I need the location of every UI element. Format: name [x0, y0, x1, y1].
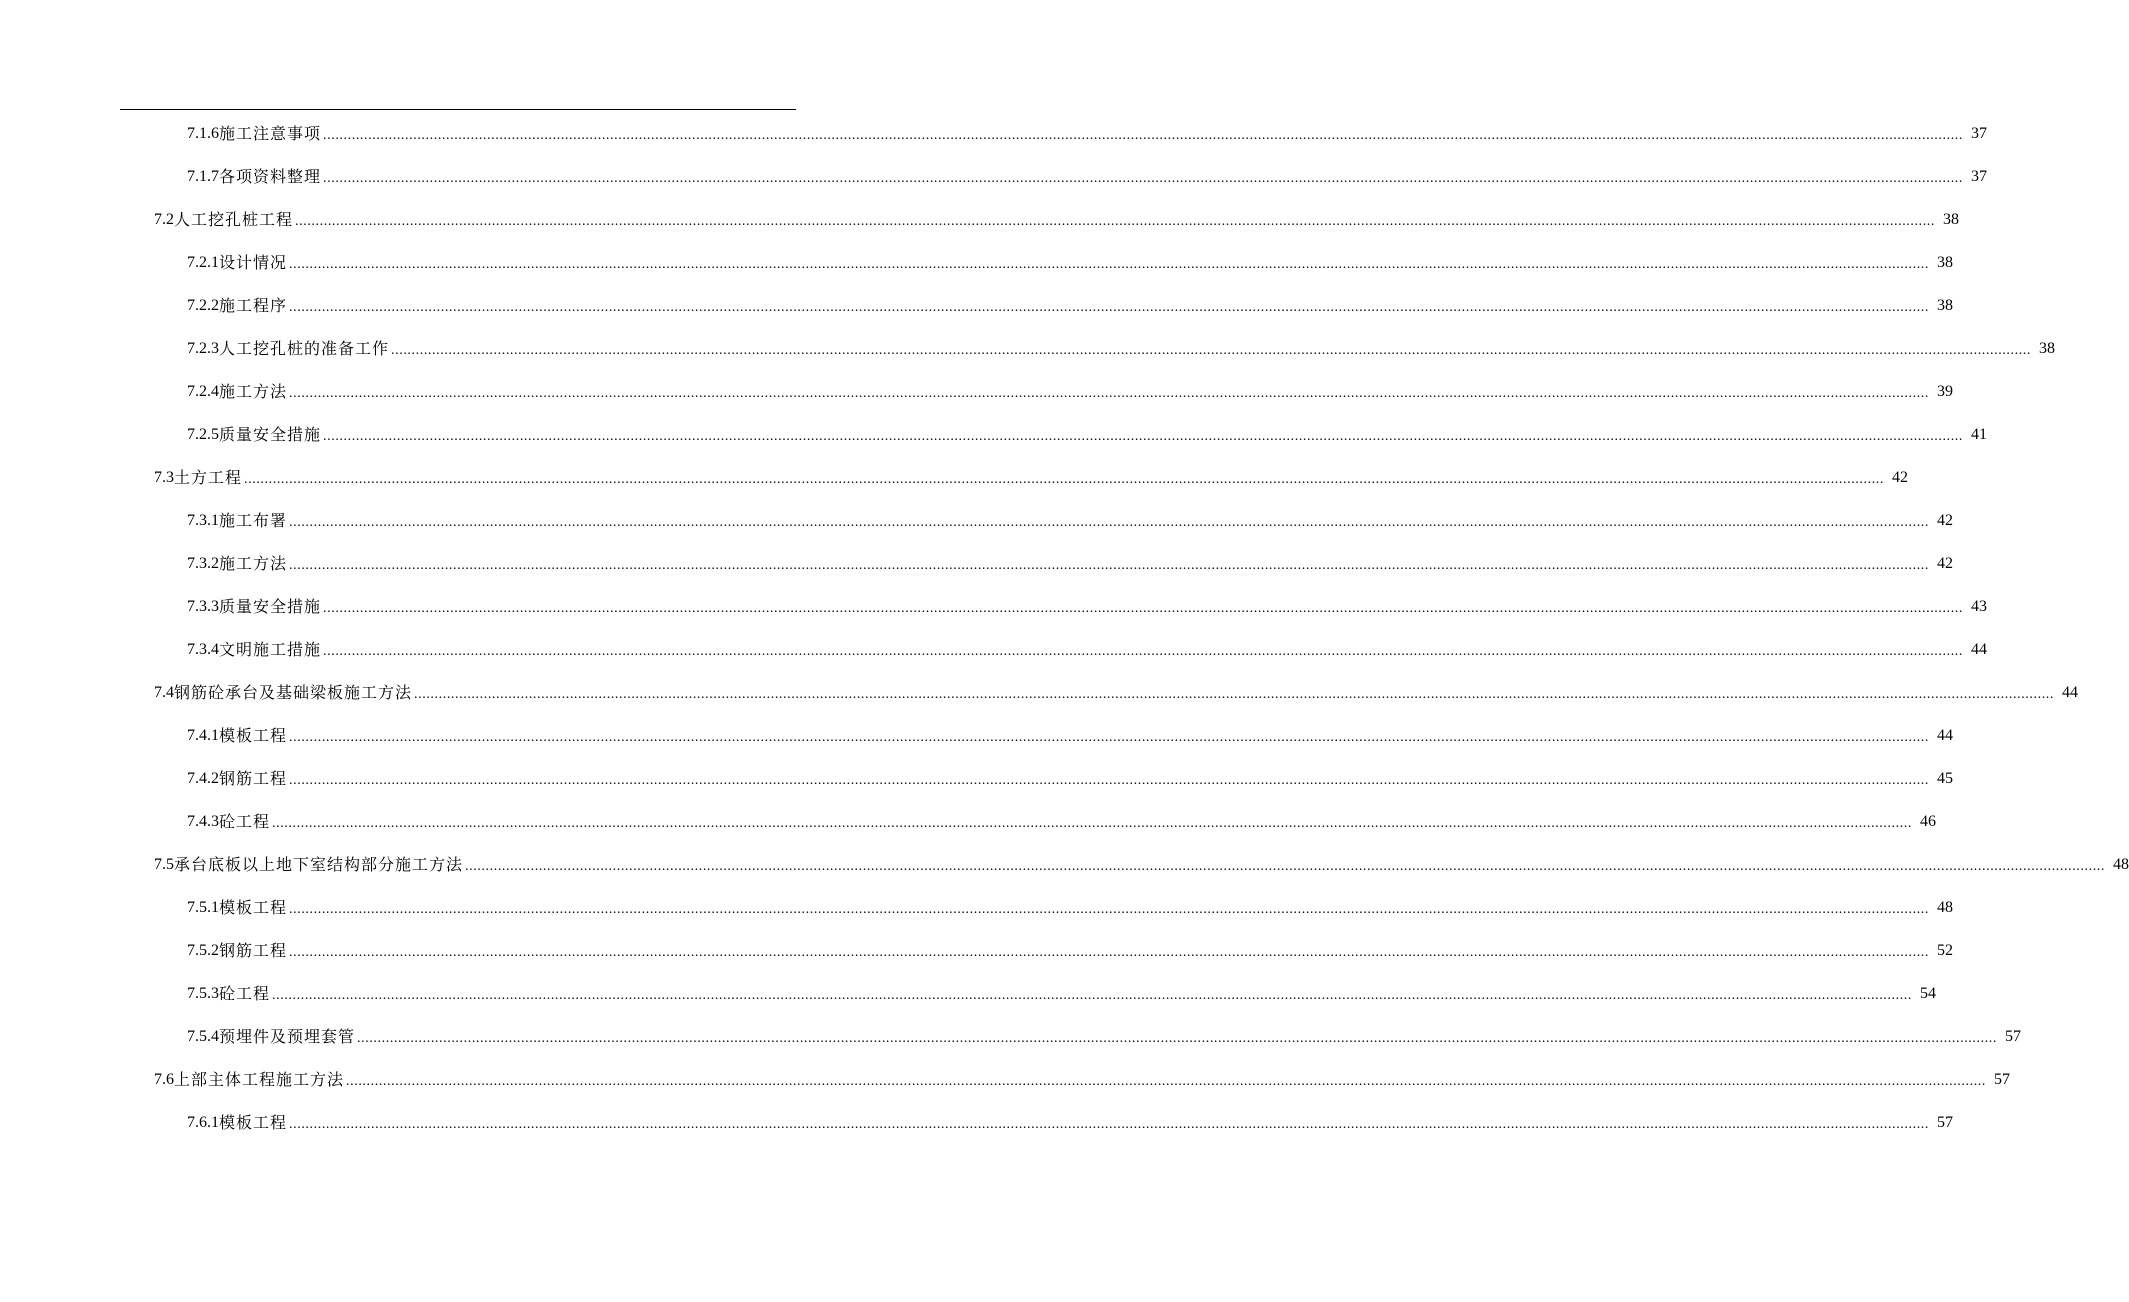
toc-entry-number: 7.2.1 — [187, 253, 219, 271]
toc-entry-number: 7.4.3 — [187, 812, 219, 830]
toc-entry-page: 42 — [1937, 511, 1954, 529]
toc-entry[interactable] — [0, 1015, 2022, 1058]
toc-dot-leader: ................................................................................................................................................................................................................................................................................................................................................................................................................ — [323, 170, 1964, 186]
toc-entry-title: 各项资料整理 — [219, 166, 322, 186]
toc-dot-leader: ................................................................................................................................................................................................................................................................................................................................................................................................................ — [289, 944, 1930, 960]
toc-dot-leader: ................................................................................................................................................................................................................................................................................................................................................................................................................ — [289, 299, 1930, 315]
toc-entry-title: 预埋件及预埋套管 — [219, 1026, 356, 1046]
toc-entry[interactable] — [0, 628, 1988, 671]
table-of-contents — [0, 112, 2129, 1144]
toc-entry-title: 施工布署 — [219, 510, 288, 530]
toc-entry-page: 42 — [1937, 554, 1954, 572]
toc-dot-leader: ................................................................................................................................................................................................................................................................................................................................................................................................................ — [391, 342, 2032, 358]
toc-dot-leader: ................................................................................................................................................................................................................................................................................................................................................................................................................ — [295, 213, 1936, 229]
toc-entry-number: 7.3 — [154, 468, 174, 486]
toc-entry[interactable] — [0, 155, 1988, 198]
toc-entry-page: 57 — [1994, 1070, 2011, 1088]
toc-entry-title: 砼工程 — [219, 983, 271, 1003]
toc-dot-leader: ................................................................................................................................................................................................................................................................................................................................................................................................................ — [272, 987, 1913, 1003]
toc-dot-leader: ................................................................................................................................................................................................................................................................................................................................................................................................................ — [244, 471, 1885, 487]
toc-entry-title: 文明施工措施 — [219, 639, 322, 659]
toc-entry-page: 48 — [2113, 855, 2129, 873]
toc-entry-page: 45 — [1937, 769, 1954, 787]
toc-entry[interactable] — [0, 198, 1960, 241]
toc-entry[interactable] — [0, 800, 1937, 843]
toc-entry[interactable] — [0, 112, 1988, 155]
toc-entry[interactable] — [0, 1101, 1954, 1144]
toc-entry-page: 38 — [1943, 210, 1960, 228]
toc-dot-leader: ................................................................................................................................................................................................................................................................................................................................................................................................................ — [289, 1116, 1930, 1132]
toc-entry[interactable] — [0, 929, 1954, 972]
toc-entry-page: 37 — [1971, 124, 1988, 142]
toc-entry[interactable] — [0, 456, 1909, 499]
toc-entry-title: 上部主体工程施工方法 — [174, 1069, 345, 1089]
toc-entry-number: 7.6 — [154, 1070, 174, 1088]
toc-entry-number: 7.2.4 — [187, 382, 219, 400]
toc-entry-number: 7.2.2 — [187, 296, 219, 314]
toc-entry-number: 7.5.2 — [187, 941, 219, 959]
toc-entry-page: 54 — [1920, 984, 1937, 1002]
toc-dot-leader: ................................................................................................................................................................................................................................................................................................................................................................................................................ — [289, 772, 1930, 788]
toc-entry-number: 7.2.3 — [187, 339, 219, 357]
toc-entry-title: 模板工程 — [219, 897, 288, 917]
toc-entry-page: 39 — [1937, 382, 1954, 400]
toc-entry-title: 施工方法 — [219, 381, 288, 401]
toc-entry-page: 37 — [1971, 167, 1988, 185]
toc-entry-title: 人工挖孔桩工程 — [174, 209, 294, 229]
toc-entry-page: 38 — [2039, 339, 2056, 357]
toc-entry-page: 48 — [1937, 898, 1954, 916]
toc-entry-number: 7.5.4 — [187, 1027, 219, 1045]
toc-entry-number: 7.5 — [154, 855, 174, 873]
toc-dot-leader: ................................................................................................................................................................................................................................................................................................................................................................................................................ — [323, 428, 1964, 444]
toc-entry-page: 44 — [2062, 683, 2079, 701]
toc-dot-leader: ................................................................................................................................................................................................................................................................................................................................................................................................................ — [289, 901, 1930, 917]
toc-dot-leader: ................................................................................................................................................................................................................................................................................................................................................................................................................ — [357, 1030, 1998, 1046]
toc-entry-title: 土方工程 — [174, 467, 243, 487]
toc-entry-title: 钢筋工程 — [219, 768, 288, 788]
toc-entry-number: 7.3.3 — [187, 597, 219, 615]
toc-entry-title: 承台底板以上地下室结构部分施工方法 — [174, 854, 464, 874]
toc-entry[interactable] — [0, 714, 1954, 757]
toc-entry-page: 42 — [1892, 468, 1909, 486]
header-rule — [120, 109, 796, 110]
toc-entry-number: 7.1.7 — [187, 167, 219, 185]
toc-entry-page: 57 — [2005, 1027, 2022, 1045]
toc-entry-title: 砼工程 — [219, 811, 271, 831]
toc-entry-title: 模板工程 — [219, 725, 288, 745]
toc-dot-leader: ................................................................................................................................................................................................................................................................................................................................................................................................................ — [414, 686, 2055, 702]
toc-dot-leader: ................................................................................................................................................................................................................................................................................................................................................................................................................ — [289, 514, 1930, 530]
toc-entry-title: 人工挖孔桩的准备工作 — [219, 338, 390, 358]
toc-dot-leader: ................................................................................................................................................................................................................................................................................................................................................................................................................ — [289, 385, 1930, 401]
toc-entry-number: 7.2 — [154, 210, 174, 228]
toc-entry[interactable] — [0, 241, 1954, 284]
toc-dot-leader: ................................................................................................................................................................................................................................................................................................................................................................................................................ — [465, 858, 2106, 874]
toc-entry-title: 设计情况 — [219, 252, 288, 272]
toc-entry-number: 7.4.1 — [187, 726, 219, 744]
toc-entry-page: 52 — [1937, 941, 1954, 959]
toc-dot-leader: ................................................................................................................................................................................................................................................................................................................................................................................................................ — [323, 643, 1964, 659]
toc-entry[interactable] — [0, 499, 1954, 542]
toc-dot-leader: ................................................................................................................................................................................................................................................................................................................................................................................................................ — [289, 557, 1930, 573]
toc-entry-title: 施工注意事项 — [219, 123, 322, 143]
toc-entry-page: 41 — [1971, 425, 1988, 443]
toc-entry-page: 38 — [1937, 296, 1954, 314]
toc-entry-number: 7.5.3 — [187, 984, 219, 1002]
toc-entry-page: 44 — [1937, 726, 1954, 744]
toc-entry[interactable] — [0, 1058, 2011, 1101]
toc-entry-title: 质量安全措施 — [219, 424, 322, 444]
toc-entry-number: 7.4.2 — [187, 769, 219, 787]
toc-entry-title: 钢筋工程 — [219, 940, 288, 960]
toc-entry-number: 7.3.4 — [187, 640, 219, 658]
toc-entry-number: 7.3.1 — [187, 511, 219, 529]
toc-entry-title: 施工方法 — [219, 553, 288, 573]
toc-entry-number: 7.4 — [154, 683, 174, 701]
toc-entry[interactable] — [0, 284, 1954, 327]
toc-entry[interactable] — [0, 671, 2079, 714]
toc-entry[interactable] — [0, 370, 1954, 413]
toc-entry[interactable] — [0, 585, 1988, 628]
toc-entry[interactable] — [0, 542, 1954, 585]
toc-dot-leader: ................................................................................................................................................................................................................................................................................................................................................................................................................ — [346, 1073, 1987, 1089]
toc-entry-number: 7.1.6 — [187, 124, 219, 142]
toc-entry-page: 38 — [1937, 253, 1954, 271]
toc-entry[interactable] — [0, 327, 2056, 370]
toc-entry-page: 57 — [1937, 1113, 1954, 1131]
toc-entry[interactable] — [0, 843, 2129, 886]
toc-entry[interactable] — [0, 972, 1937, 1015]
toc-entry[interactable] — [0, 413, 1988, 456]
toc-dot-leader: ................................................................................................................................................................................................................................................................................................................................................................................................................ — [289, 729, 1930, 745]
toc-entry-page: 44 — [1971, 640, 1988, 658]
toc-entry-title: 钢筋砼承台及基础梁板施工方法 — [174, 682, 413, 702]
toc-dot-leader: ................................................................................................................................................................................................................................................................................................................................................................................................................ — [272, 815, 1913, 831]
toc-entry-number: 7.3.2 — [187, 554, 219, 572]
toc-entry-title: 施工程序 — [219, 295, 288, 315]
toc-entry-page: 43 — [1971, 597, 1988, 615]
toc-dot-leader: ................................................................................................................................................................................................................................................................................................................................................................................................................ — [323, 127, 1964, 143]
toc-entry-page: 46 — [1920, 812, 1937, 830]
toc-entry-title: 质量安全措施 — [219, 596, 322, 616]
toc-entry-title: 模板工程 — [219, 1112, 288, 1132]
toc-entry[interactable] — [0, 886, 1954, 929]
toc-entry-number: 7.5.1 — [187, 898, 219, 916]
toc-entry-number: 7.6.1 — [187, 1113, 219, 1131]
toc-entry[interactable] — [0, 757, 1954, 800]
toc-entry-number: 7.2.5 — [187, 425, 219, 443]
toc-dot-leader: ................................................................................................................................................................................................................................................................................................................................................................................................................ — [323, 600, 1964, 616]
toc-dot-leader: ................................................................................................................................................................................................................................................................................................................................................................................................................ — [289, 256, 1930, 272]
